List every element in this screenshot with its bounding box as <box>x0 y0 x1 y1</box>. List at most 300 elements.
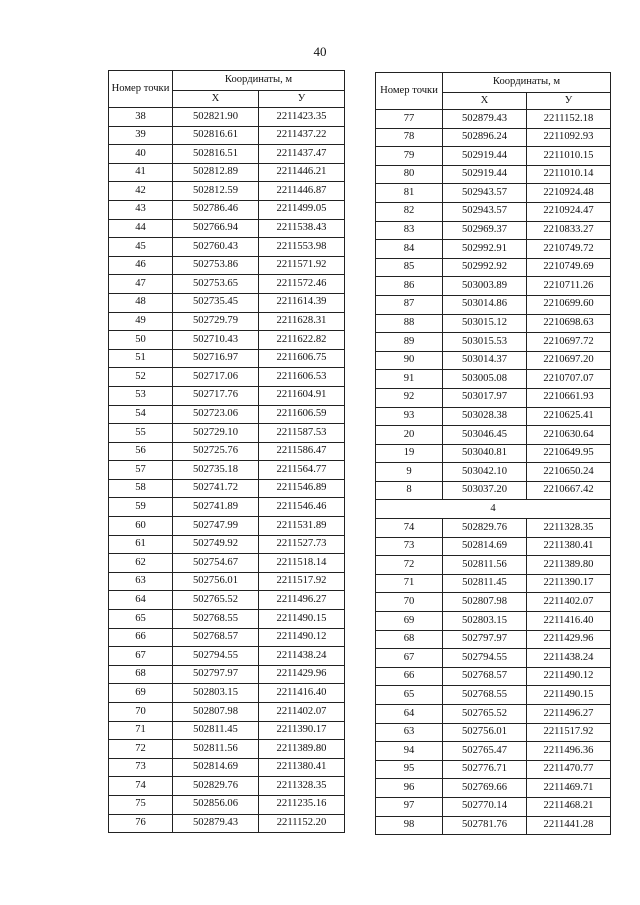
y-coordinate-cell: 2210699.60 <box>527 295 611 314</box>
x-coordinate-cell: 502879.43 <box>443 110 527 129</box>
point-number-cell: 60 <box>109 517 173 536</box>
x-header: X <box>173 91 259 108</box>
table-row <box>376 240 611 259</box>
x-coordinate-cell: 502896.24 <box>443 128 527 147</box>
x-coordinate-cell: 502716.97 <box>173 349 259 368</box>
point-number-cell: 71 <box>376 574 443 593</box>
x-coordinate-cell: 502943.57 <box>443 202 527 221</box>
point-number-cell: 45 <box>109 238 173 257</box>
table-row <box>376 221 611 240</box>
point-number-cell: 54 <box>109 405 173 424</box>
y-coordinate-cell: 2211010.14 <box>527 165 611 184</box>
point-number-cell: 69 <box>109 684 173 703</box>
point-number-cell: 58 <box>109 479 173 498</box>
coordinates-table-left <box>108 70 345 833</box>
x-coordinate-cell: 502811.45 <box>173 721 259 740</box>
x-coordinate-cell: 502769.66 <box>443 779 527 798</box>
table-row <box>376 760 611 779</box>
x-coordinate-cell: 502768.55 <box>173 610 259 629</box>
x-coordinate-cell: 502814.69 <box>443 537 527 556</box>
x-coordinate-cell: 502811.56 <box>443 556 527 575</box>
x-coordinate-cell: 502765.52 <box>443 705 527 724</box>
point-number-cell: 76 <box>109 814 173 833</box>
table-row <box>376 816 611 835</box>
table-row <box>376 630 611 649</box>
point-number-cell: 73 <box>109 758 173 777</box>
x-header: X <box>443 93 527 110</box>
section-label: 4 <box>376 500 611 519</box>
point-number-cell: 84 <box>376 240 443 259</box>
y-coordinate-cell: 2211010.15 <box>527 147 611 166</box>
y-coordinate-cell: 2211604.91 <box>259 386 345 405</box>
x-coordinate-cell: 502768.57 <box>173 628 259 647</box>
x-coordinate-cell: 502919.44 <box>443 147 527 166</box>
x-coordinate-cell: 502812.89 <box>173 163 259 182</box>
y-coordinate-cell: 2211490.15 <box>259 610 345 629</box>
table-row <box>376 574 611 593</box>
point-number-cell: 79 <box>376 147 443 166</box>
table-row <box>376 797 611 816</box>
point-number-cell: 61 <box>109 535 173 554</box>
point-number-cell: 41 <box>109 163 173 182</box>
table-row <box>376 667 611 686</box>
point-number-cell: 72 <box>376 556 443 575</box>
y-header: У <box>527 93 611 110</box>
y-coordinate-cell: 2211437.22 <box>259 126 345 145</box>
y-coordinate-cell: 2211496.27 <box>527 705 611 724</box>
point-number-cell: 94 <box>376 742 443 761</box>
x-coordinate-cell: 502879.43 <box>173 814 259 833</box>
y-coordinate-cell: 2210625.41 <box>527 407 611 426</box>
point-number-cell: 38 <box>109 108 173 127</box>
y-coordinate-cell: 2210649.95 <box>527 444 611 463</box>
point-number-cell: 65 <box>376 686 443 705</box>
y-coordinate-cell: 2211423.35 <box>259 108 345 127</box>
point-number-cell: 96 <box>376 779 443 798</box>
table-row <box>109 591 345 610</box>
table-row <box>109 758 345 777</box>
point-number-cell: 70 <box>109 703 173 722</box>
point-number-cell: 66 <box>376 667 443 686</box>
x-coordinate-cell: 502735.45 <box>173 293 259 312</box>
table-row <box>109 145 345 164</box>
y-coordinate-cell: 2211416.40 <box>527 612 611 631</box>
x-coordinate-cell: 502992.92 <box>443 258 527 277</box>
x-coordinate-cell: 502803.15 <box>173 684 259 703</box>
y-coordinate-cell: 2211606.75 <box>259 349 345 368</box>
x-coordinate-cell: 503015.53 <box>443 333 527 352</box>
table-row <box>376 556 611 575</box>
coordinates-header: Координаты, м <box>443 73 611 93</box>
point-number-cell: 59 <box>109 498 173 517</box>
y-coordinate-cell: 2210749.69 <box>527 258 611 277</box>
y-coordinate-cell: 2211380.41 <box>259 758 345 777</box>
table-row <box>109 461 345 480</box>
table-row <box>109 665 345 684</box>
point-number-cell: 87 <box>376 295 443 314</box>
x-coordinate-cell: 502766.94 <box>173 219 259 238</box>
x-coordinate-cell: 502781.76 <box>443 816 527 835</box>
x-coordinate-cell: 502776.71 <box>443 760 527 779</box>
x-coordinate-cell: 502807.98 <box>443 593 527 612</box>
table-row <box>376 779 611 798</box>
table-row <box>376 277 611 296</box>
x-coordinate-cell: 503037.20 <box>443 481 527 500</box>
y-coordinate-cell: 2211496.27 <box>259 591 345 610</box>
y-coordinate-cell: 2210707.07 <box>527 370 611 389</box>
y-coordinate-cell: 2211490.12 <box>527 667 611 686</box>
table-row <box>376 481 611 500</box>
x-coordinate-cell: 503014.86 <box>443 295 527 314</box>
point-number-cell: 97 <box>376 797 443 816</box>
coordinates-header: Координаты, м <box>173 71 345 91</box>
y-coordinate-cell: 2211499.05 <box>259 200 345 219</box>
x-coordinate-cell: 502768.57 <box>443 667 527 686</box>
y-coordinate-cell: 2211518.14 <box>259 554 345 573</box>
y-coordinate-cell: 2211527.73 <box>259 535 345 554</box>
y-coordinate-cell: 2211546.89 <box>259 479 345 498</box>
section-row <box>376 500 611 519</box>
table-row <box>109 795 345 814</box>
point-number-cell: 68 <box>109 665 173 684</box>
x-coordinate-cell: 502943.57 <box>443 184 527 203</box>
table-row <box>109 554 345 573</box>
point-number-cell: 51 <box>109 349 173 368</box>
table-row <box>109 442 345 461</box>
table-row <box>109 368 345 387</box>
table-row <box>376 649 611 668</box>
table-row <box>109 703 345 722</box>
x-coordinate-cell: 503017.97 <box>443 388 527 407</box>
point-number-cell: 95 <box>376 760 443 779</box>
page-number: 40 <box>313 44 327 59</box>
table-row <box>109 721 345 740</box>
y-header: У <box>259 91 345 108</box>
point-number-cell: 77 <box>376 110 443 129</box>
x-coordinate-cell: 502797.97 <box>443 630 527 649</box>
table-row <box>376 426 611 445</box>
y-coordinate-cell: 2211441.28 <box>527 816 611 835</box>
point-number-header: Номер точки <box>109 71 173 108</box>
point-number-cell: 62 <box>109 554 173 573</box>
y-coordinate-cell: 2211328.35 <box>527 519 611 538</box>
point-number-cell: 98 <box>376 816 443 835</box>
table-row <box>109 610 345 629</box>
y-coordinate-cell: 2211429.96 <box>259 665 345 684</box>
table-row <box>109 126 345 145</box>
x-coordinate-cell: 502807.98 <box>173 703 259 722</box>
x-coordinate-cell: 502816.51 <box>173 145 259 164</box>
x-coordinate-cell: 502811.56 <box>173 740 259 759</box>
y-coordinate-cell: 2211606.53 <box>259 368 345 387</box>
point-number-cell: 78 <box>376 128 443 147</box>
table-row <box>109 238 345 257</box>
y-coordinate-cell: 2211092.93 <box>527 128 611 147</box>
y-coordinate-cell: 2210833.27 <box>527 221 611 240</box>
x-coordinate-cell: 502760.43 <box>173 238 259 257</box>
y-coordinate-cell: 2211438.24 <box>259 647 345 666</box>
y-coordinate-cell: 2211628.31 <box>259 312 345 331</box>
x-coordinate-cell: 503005.08 <box>443 370 527 389</box>
table-row <box>109 628 345 647</box>
point-number-cell: 52 <box>109 368 173 387</box>
table-row <box>109 479 345 498</box>
table-row <box>109 331 345 350</box>
y-coordinate-cell: 2211517.92 <box>527 723 611 742</box>
x-coordinate-cell: 503015.12 <box>443 314 527 333</box>
y-coordinate-cell: 2211490.12 <box>259 628 345 647</box>
y-coordinate-cell: 2211572.46 <box>259 275 345 294</box>
point-number-cell: 55 <box>109 424 173 443</box>
point-number-cell: 43 <box>109 200 173 219</box>
point-number-cell: 64 <box>109 591 173 610</box>
y-coordinate-cell: 2210630.64 <box>527 426 611 445</box>
point-number-cell: 86 <box>376 277 443 296</box>
y-coordinate-cell: 2210697.20 <box>527 351 611 370</box>
point-number-cell: 44 <box>109 219 173 238</box>
table-row <box>376 165 611 184</box>
table-row <box>109 777 345 796</box>
y-coordinate-cell: 2211571.92 <box>259 256 345 275</box>
y-coordinate-cell: 2211389.80 <box>259 740 345 759</box>
x-coordinate-cell: 502794.55 <box>443 649 527 668</box>
table-row <box>376 184 611 203</box>
point-number-cell: 48 <box>109 293 173 312</box>
table-row <box>376 742 611 761</box>
table-row <box>376 612 611 631</box>
coordinates-table-right <box>375 72 611 835</box>
x-coordinate-cell: 502723.06 <box>173 405 259 424</box>
table-row <box>109 200 345 219</box>
point-number-cell: 85 <box>376 258 443 277</box>
point-number-cell: 19 <box>376 444 443 463</box>
x-coordinate-cell: 502754.67 <box>173 554 259 573</box>
x-coordinate-cell: 502770.14 <box>443 797 527 816</box>
point-number-cell: 20 <box>376 426 443 445</box>
point-number-cell: 83 <box>376 221 443 240</box>
point-number-cell: 72 <box>109 740 173 759</box>
y-coordinate-cell: 2211470.77 <box>527 760 611 779</box>
table-row <box>376 388 611 407</box>
y-coordinate-cell: 2211587.53 <box>259 424 345 443</box>
x-coordinate-cell: 502756.01 <box>173 572 259 591</box>
x-coordinate-cell: 502811.45 <box>443 574 527 593</box>
table-row <box>109 219 345 238</box>
table-row <box>109 108 345 127</box>
y-coordinate-cell: 2210698.63 <box>527 314 611 333</box>
x-coordinate-cell: 502717.76 <box>173 386 259 405</box>
x-coordinate-cell: 502729.10 <box>173 424 259 443</box>
x-coordinate-cell: 502765.47 <box>443 742 527 761</box>
y-coordinate-cell: 2210711.26 <box>527 277 611 296</box>
y-coordinate-cell: 2211546.46 <box>259 498 345 517</box>
point-number-cell: 73 <box>376 537 443 556</box>
x-coordinate-cell: 503046.45 <box>443 426 527 445</box>
x-coordinate-cell: 502786.46 <box>173 200 259 219</box>
y-coordinate-cell: 2211152.20 <box>259 814 345 833</box>
table-row <box>376 444 611 463</box>
y-coordinate-cell: 2211152.18 <box>527 110 611 129</box>
y-coordinate-cell: 2210924.47 <box>527 202 611 221</box>
point-number-cell: 39 <box>109 126 173 145</box>
y-coordinate-cell: 2211517.92 <box>259 572 345 591</box>
y-coordinate-cell: 2211622.82 <box>259 331 345 350</box>
table-row <box>376 537 611 556</box>
table-row <box>376 314 611 333</box>
table-row <box>376 686 611 705</box>
table-row <box>376 147 611 166</box>
point-number-cell: 47 <box>109 275 173 294</box>
x-coordinate-cell: 502729.79 <box>173 312 259 331</box>
table-row <box>376 295 611 314</box>
point-number-cell: 71 <box>109 721 173 740</box>
y-coordinate-cell: 2211446.21 <box>259 163 345 182</box>
x-coordinate-cell: 502794.55 <box>173 647 259 666</box>
point-number-cell: 57 <box>109 461 173 480</box>
point-number-cell: 9 <box>376 463 443 482</box>
x-coordinate-cell: 502814.69 <box>173 758 259 777</box>
y-coordinate-cell: 2210924.48 <box>527 184 611 203</box>
point-number-cell: 74 <box>376 519 443 538</box>
y-coordinate-cell: 2211416.40 <box>259 684 345 703</box>
point-number-cell: 75 <box>109 795 173 814</box>
x-coordinate-cell: 503014.37 <box>443 351 527 370</box>
x-coordinate-cell: 502749.92 <box>173 535 259 554</box>
point-number-cell: 8 <box>376 481 443 500</box>
y-coordinate-cell: 2211553.98 <box>259 238 345 257</box>
point-number-cell: 65 <box>109 610 173 629</box>
point-number-cell: 56 <box>109 442 173 461</box>
table-row <box>109 163 345 182</box>
y-coordinate-cell: 2211468.21 <box>527 797 611 816</box>
point-number-cell: 42 <box>109 182 173 201</box>
point-number-cell: 69 <box>376 612 443 631</box>
table-row <box>109 424 345 443</box>
x-coordinate-cell: 502768.55 <box>443 686 527 705</box>
x-coordinate-cell: 502812.59 <box>173 182 259 201</box>
x-coordinate-cell: 502725.76 <box>173 442 259 461</box>
y-coordinate-cell: 2211389.80 <box>527 556 611 575</box>
point-number-cell: 93 <box>376 407 443 426</box>
y-coordinate-cell: 2210749.72 <box>527 240 611 259</box>
table-row <box>109 312 345 331</box>
y-coordinate-cell: 2211390.17 <box>527 574 611 593</box>
table-row <box>376 370 611 389</box>
table-row <box>376 128 611 147</box>
table-row <box>109 293 345 312</box>
point-number-cell: 63 <box>109 572 173 591</box>
x-coordinate-cell: 502821.90 <box>173 108 259 127</box>
x-coordinate-cell: 502735.18 <box>173 461 259 480</box>
x-coordinate-cell: 502717.06 <box>173 368 259 387</box>
point-number-cell: 67 <box>109 647 173 666</box>
y-coordinate-cell: 2211538.43 <box>259 219 345 238</box>
y-coordinate-cell: 2211531.89 <box>259 517 345 536</box>
y-coordinate-cell: 2211564.77 <box>259 461 345 480</box>
table-row <box>109 814 345 833</box>
x-coordinate-cell: 503003.89 <box>443 277 527 296</box>
y-coordinate-cell: 2211235.16 <box>259 795 345 814</box>
table-row <box>376 258 611 277</box>
table-row <box>109 275 345 294</box>
point-number-cell: 66 <box>109 628 173 647</box>
y-coordinate-cell: 2211438.24 <box>527 649 611 668</box>
point-number-cell: 67 <box>376 649 443 668</box>
table-row <box>109 535 345 554</box>
y-coordinate-cell: 2211496.36 <box>527 742 611 761</box>
y-coordinate-cell: 2211380.41 <box>527 537 611 556</box>
table-row <box>109 498 345 517</box>
x-coordinate-cell: 502741.72 <box>173 479 259 498</box>
point-number-cell: 81 <box>376 184 443 203</box>
point-number-header: Номер точки <box>376 73 443 110</box>
x-coordinate-cell: 502756.01 <box>443 723 527 742</box>
point-number-cell: 88 <box>376 314 443 333</box>
point-number-cell: 63 <box>376 723 443 742</box>
point-number-cell: 92 <box>376 388 443 407</box>
x-coordinate-cell: 502710.43 <box>173 331 259 350</box>
table-row <box>109 386 345 405</box>
table-row <box>376 723 611 742</box>
table-row <box>376 333 611 352</box>
point-number-cell: 80 <box>376 165 443 184</box>
x-coordinate-cell: 502856.06 <box>173 795 259 814</box>
table-row <box>109 405 345 424</box>
x-coordinate-cell: 502803.15 <box>443 612 527 631</box>
x-coordinate-cell: 502765.52 <box>173 591 259 610</box>
x-coordinate-cell: 503028.38 <box>443 407 527 426</box>
table-row <box>109 647 345 666</box>
x-coordinate-cell: 502992.91 <box>443 240 527 259</box>
y-coordinate-cell: 2211402.07 <box>259 703 345 722</box>
x-coordinate-cell: 502747.99 <box>173 517 259 536</box>
y-coordinate-cell: 2210661.93 <box>527 388 611 407</box>
point-number-cell: 68 <box>376 630 443 649</box>
point-number-cell: 91 <box>376 370 443 389</box>
table-row <box>109 182 345 201</box>
y-coordinate-cell: 2211586.47 <box>259 442 345 461</box>
y-coordinate-cell: 2211490.15 <box>527 686 611 705</box>
y-coordinate-cell: 2211606.59 <box>259 405 345 424</box>
point-number-cell: 89 <box>376 333 443 352</box>
x-coordinate-cell: 502816.61 <box>173 126 259 145</box>
x-coordinate-cell: 502969.37 <box>443 221 527 240</box>
y-coordinate-cell: 2211402.07 <box>527 593 611 612</box>
table-row <box>109 572 345 591</box>
x-coordinate-cell: 502741.89 <box>173 498 259 517</box>
x-coordinate-cell: 502797.97 <box>173 665 259 684</box>
y-coordinate-cell: 2210650.24 <box>527 463 611 482</box>
y-coordinate-cell: 2211437.47 <box>259 145 345 164</box>
y-coordinate-cell: 2210667.42 <box>527 481 611 500</box>
x-coordinate-cell: 503042.10 <box>443 463 527 482</box>
point-number-cell: 90 <box>376 351 443 370</box>
y-coordinate-cell: 2211614.39 <box>259 293 345 312</box>
table-row <box>109 740 345 759</box>
point-number-cell: 53 <box>109 386 173 405</box>
table-row <box>109 517 345 536</box>
point-number-cell: 49 <box>109 312 173 331</box>
x-coordinate-cell: 502829.76 <box>443 519 527 538</box>
point-number-cell: 46 <box>109 256 173 275</box>
x-coordinate-cell: 502919.44 <box>443 165 527 184</box>
point-number-cell: 50 <box>109 331 173 350</box>
table-row <box>376 593 611 612</box>
table-row <box>109 349 345 368</box>
table-row <box>376 463 611 482</box>
x-coordinate-cell: 503040.81 <box>443 444 527 463</box>
y-coordinate-cell: 2211429.96 <box>527 630 611 649</box>
